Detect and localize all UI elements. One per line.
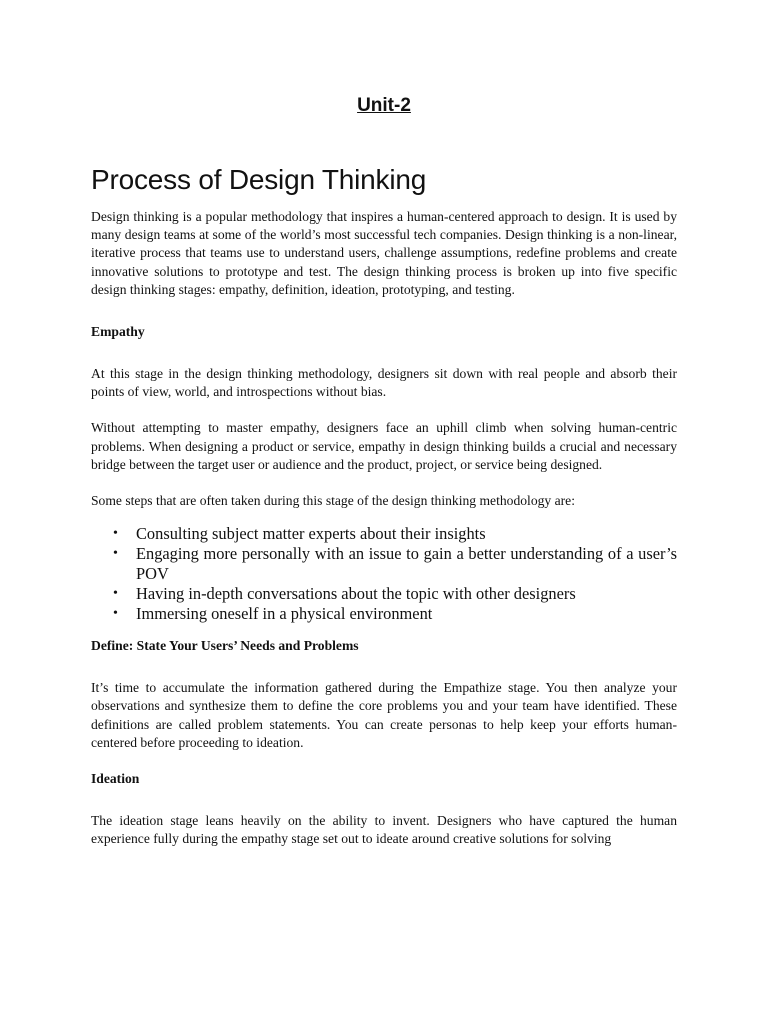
empathy-paragraph-2: Without attempting to master empathy, designers face an uphill climb when solving human-centric problems. When designing a product or service, empathy in design thinking builds a crucial and necessary bridge between the target user or audience and the product, project, or service being designed. [91, 420, 677, 472]
bullet-icon: • [113, 526, 118, 542]
empathy-heading: Empathy [91, 324, 145, 340]
list-item-text: Having in-depth conversations about the topic with other designers [136, 584, 576, 604]
document-content [91, 94, 677, 848]
list-item-text: Engaging more personally with an issue to gain a better understanding of a user’s POV [136, 544, 677, 584]
bullet-icon: • [113, 606, 118, 622]
intro-paragraph: Design thinking is a popular methodology that inspires a human-centered approach to design. It is used by many design teams at some of the world’s most successful tech companies. Design thinking is a non-linear, iterative process that teams use to understand users, challenge assumptions, redefine problems and create innovative solutions to prototype and test. The design thinking process is broken up into five specific design thinking stages: empathy, definition, ideation, prototyping, and testing. [91, 209, 677, 297]
empathy-paragraph-1: At this stage in the design thinking methodology, designers sit down with real people and absorb their points of view, world, and introspections without bias. [91, 366, 677, 400]
page-title: Process of Design Thinking [91, 164, 427, 195]
list-item [91, 524, 677, 544]
list-item-text: Consulting subject matter experts about their insights [136, 524, 486, 544]
ideation-paragraph: The ideation stage leans heavily on the ability to invent. Designers who have captured the human experience fully during the empathy stage set out to ideate around creative solutions for solving [91, 813, 677, 847]
define-paragraph: It’s time to accumulate the information gathered during the Empathize stage. You then analyze your observations and synthesize them to define the core problems you and your team have identified. These definitions are called problem statements. You can create personas to help keep your efforts human-centered before proceeding to ideation. [91, 680, 677, 750]
list-item [91, 584, 677, 604]
list-item [91, 604, 677, 624]
empathy-steps-list [91, 524, 677, 624]
empathy-paragraph-3: Some steps that are often taken during this stage of the design thinking methodology are: [91, 493, 575, 509]
list-item-text: Immersing oneself in a physical environment [136, 604, 433, 624]
list-item [91, 544, 677, 584]
ideation-heading: Ideation [91, 771, 140, 787]
bullet-icon: • [113, 546, 118, 562]
bullet-icon: • [113, 586, 118, 602]
unit-title: Unit-2 [357, 95, 411, 116]
define-heading: Define: State Your Users’ Needs and Problems [91, 638, 359, 654]
